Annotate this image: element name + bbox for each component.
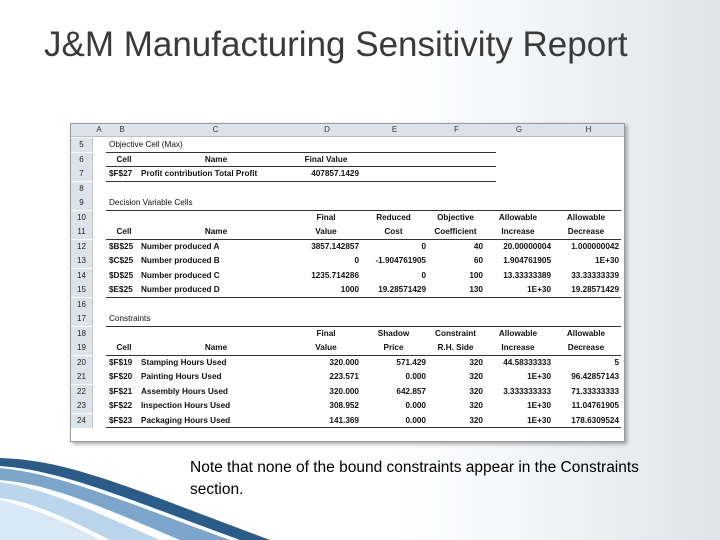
row-header[interactable]: 6 (71, 153, 93, 167)
constraint-row-cell[interactable]: 178.6309524 (571, 415, 619, 425)
row-header[interactable]: 20 (71, 356, 93, 370)
constraint-row-cell[interactable]: 1E+30 (527, 415, 551, 425)
constraint-row-cell[interactable]: 44.58333333 (503, 357, 551, 367)
column-header-bar (71, 124, 624, 137)
constraint-row-cell[interactable]: Painting Hours Used (141, 372, 222, 381)
constraint-row-cell[interactable]: 223.571 (329, 372, 359, 381)
constraint-row-cell[interactable]: 642.857 (396, 386, 426, 396)
row-header[interactable]: 10 (71, 211, 93, 225)
variables-header-bottom[interactable]: Cell (116, 227, 132, 236)
row-header[interactable]: 22 (71, 385, 93, 399)
column-header-h[interactable]: H (585, 125, 592, 134)
table-border-line (106, 297, 621, 298)
constraints-header-top[interactable]: Allowable (566, 328, 606, 338)
row-header[interactable]: 5 (71, 138, 93, 152)
row-header[interactable]: 18 (71, 327, 93, 341)
constraint-row-cell[interactable]: 11.04761905 (571, 401, 619, 410)
constraint-row-cell[interactable]: Inspection Hours Used (141, 401, 231, 410)
variable-row-cell[interactable]: Number produced D (141, 285, 220, 294)
constraint-row-cell[interactable]: 320.000 (329, 357, 359, 367)
constraints-section-label[interactable]: Constraints (109, 314, 151, 323)
constraints-header-bottom[interactable]: Increase (501, 343, 535, 352)
constraints-header-top[interactable]: Shadow (377, 328, 410, 338)
table-border-line (106, 210, 621, 211)
constraints-header-top[interactable]: Allowable (498, 328, 538, 338)
column-header-f[interactable]: F (454, 125, 459, 134)
row-header[interactable]: 14 (71, 269, 93, 283)
variable-row-cell[interactable]: 100 (469, 270, 483, 280)
variable-row-cell[interactable]: 19.28571429 (571, 285, 619, 294)
variables-header-bottom[interactable]: Decrease (567, 227, 605, 236)
row-header[interactable]: 12 (71, 240, 93, 254)
constraint-row-cell[interactable]: Stamping Hours Used (141, 357, 227, 367)
row-header[interactable]: 17 (71, 312, 93, 326)
variable-row-cell[interactable]: 1235.714286 (311, 270, 359, 280)
row-header[interactable]: 8 (71, 182, 93, 196)
constraint-row-cell[interactable]: 320 (469, 415, 483, 425)
variable-row-cell[interactable]: 3857.142857 (311, 241, 359, 251)
table-border-line (106, 166, 496, 167)
row-header[interactable]: 11 (71, 225, 93, 239)
header-final-value[interactable]: Final Value (304, 154, 348, 164)
constraint-row-cell[interactable]: $F$19 (109, 357, 133, 367)
constraints-header-bottom[interactable]: Name (204, 343, 228, 352)
constraint-row-cell[interactable]: $F$21 (109, 386, 133, 396)
constraint-row-cell[interactable]: 0.000 (405, 415, 426, 425)
objective-name[interactable]: Profit contribution Total Profit (141, 169, 258, 178)
objective-section-label[interactable]: Objective Cell (Max) (109, 140, 183, 149)
constraints-header-bottom[interactable]: Cell (116, 343, 132, 352)
constraint-row-cell[interactable]: 571.429 (396, 357, 426, 367)
column-header-g[interactable]: G (515, 125, 523, 134)
column-header-d[interactable]: D (324, 125, 330, 134)
constraint-row-cell[interactable]: 1E+30 (527, 401, 551, 410)
variable-row-cell[interactable]: 1.904761905 (503, 256, 551, 265)
variable-row-cell[interactable]: Number produced B (141, 256, 220, 265)
variable-row-cell[interactable]: $E$25 (109, 285, 133, 294)
constraint-row-cell[interactable]: 3.333333333 (503, 386, 551, 396)
variables-header-bottom[interactable]: Coefficient (434, 227, 477, 236)
variables-header-bottom[interactable]: Increase (501, 227, 535, 236)
constraints-header-bottom[interactable]: Value (315, 343, 337, 352)
constraint-row-cell[interactable]: $F$23 (109, 415, 133, 425)
table-border-line (106, 427, 621, 428)
variable-row-cell[interactable]: 1E+30 (527, 285, 551, 294)
variables-header-top[interactable]: Objective (437, 212, 474, 222)
variable-row-cell[interactable]: 1E+30 (595, 256, 619, 265)
variable-row-cell[interactable]: 1.000000042 (571, 241, 619, 251)
constraints-header-bottom[interactable]: Decrease (567, 343, 605, 352)
constraint-row-cell[interactable]: 320.000 (329, 386, 359, 396)
objective-cell-ref[interactable]: $F$27 (109, 169, 133, 178)
variables-header-top[interactable]: Allowable (566, 212, 606, 222)
constraint-row-cell[interactable]: Packaging Hours Used (141, 415, 231, 425)
row-header[interactable]: 24 (71, 414, 93, 428)
objective-final-value[interactable]: 407857.1429 (311, 169, 359, 178)
variables-header-top[interactable]: Allowable (498, 212, 538, 222)
row-header[interactable]: 15 (71, 283, 93, 297)
header-name[interactable]: Name (204, 154, 228, 164)
constraints-header-bottom[interactable]: R.H. Side (437, 343, 474, 352)
constraint-row-cell[interactable]: 320 (469, 386, 483, 396)
column-header-b[interactable]: B (119, 125, 125, 134)
row-header[interactable]: 19 (71, 341, 93, 355)
variable-row-cell[interactable]: 40 (473, 241, 483, 251)
constraint-row-cell[interactable]: 320 (469, 401, 483, 410)
variable-row-cell[interactable]: 130 (469, 285, 483, 294)
variables-header-bottom[interactable]: Name (204, 227, 228, 236)
column-header-a[interactable]: A (96, 125, 102, 134)
variable-row-cell[interactable]: 13.33333389 (503, 270, 551, 280)
constraint-row-cell[interactable]: 320 (469, 357, 483, 367)
variable-row-cell[interactable]: 0 (354, 256, 359, 265)
variable-row-cell[interactable]: 20.00000004 (503, 241, 551, 251)
constraints-header-bottom[interactable]: Price (383, 343, 404, 352)
slide-note: Note that none of the bound constraints appear in the Constraints section. (190, 459, 639, 498)
variable-row-cell[interactable]: Number produced A (141, 241, 220, 251)
variable-row-cell[interactable]: 33.33333339 (571, 270, 619, 280)
constraints-header-top[interactable]: Constraint (435, 328, 476, 338)
table-border-line (106, 152, 496, 153)
constraint-row-cell[interactable]: 0.000 (405, 372, 426, 381)
variables-header-top[interactable]: Final (316, 212, 336, 222)
row-header[interactable]: 9 (71, 196, 93, 210)
slide-title: J&M Manufacturing Sensitivity Report (44, 25, 628, 64)
constraint-row-cell[interactable]: $F$22 (109, 401, 133, 410)
constraint-row-cell[interactable]: 320 (469, 372, 483, 381)
variable-row-cell[interactable]: $C$25 (109, 256, 134, 265)
variable-row-cell[interactable]: 0 (421, 241, 426, 251)
constraint-row-cell[interactable]: 308.952 (329, 401, 359, 410)
column-header-e[interactable]: E (391, 125, 398, 134)
constraint-row-cell[interactable]: 5 (614, 357, 619, 367)
spreadsheet-screenshot (70, 123, 625, 442)
column-header-c[interactable]: C (212, 125, 219, 134)
select-all-corner[interactable] (71, 124, 92, 136)
variable-row-cell[interactable]: 1000 (340, 285, 359, 294)
variables-header-top[interactable]: Reduced (376, 212, 411, 222)
variable-row-cell[interactable]: 19.28571429 (378, 285, 426, 294)
row-header[interactable]: 21 (71, 370, 93, 384)
constraint-row-cell[interactable]: Assembly Hours Used (141, 386, 228, 396)
constraint-row-cell[interactable]: 71.33333333 (571, 386, 619, 396)
constraint-row-cell[interactable]: $F$20 (109, 372, 133, 381)
constraint-row-cell[interactable]: 1E+30 (527, 372, 551, 381)
variable-row-cell[interactable]: 60 (473, 256, 483, 265)
constraints-header-top[interactable]: Final (316, 328, 336, 338)
variable-row-cell[interactable]: -1.904761905 (375, 256, 426, 265)
variable-row-cell[interactable]: $D$25 (109, 270, 134, 280)
variables-header-bottom[interactable]: Value (315, 227, 337, 236)
variable-row-cell[interactable]: 0 (421, 270, 426, 280)
header-cell[interactable]: Cell (116, 154, 132, 164)
constraint-row-cell[interactable]: 96.42857143 (571, 372, 619, 381)
variable-row-cell[interactable]: Number produced C (141, 270, 220, 280)
row-header[interactable]: 7 (71, 167, 93, 181)
row-header[interactable]: 13 (71, 254, 93, 268)
constraint-row-cell[interactable]: 141.369 (329, 415, 359, 425)
variables-section-label[interactable]: Decision Variable Cells (109, 198, 193, 207)
table-border-line (106, 181, 496, 182)
constraint-row-cell[interactable]: 0.000 (405, 401, 426, 410)
variable-row-cell[interactable]: $B$25 (109, 241, 134, 251)
variables-header-bottom[interactable]: Cost (384, 227, 403, 236)
row-header[interactable]: 16 (71, 298, 93, 312)
row-header[interactable]: 23 (71, 399, 93, 413)
table-border-line (106, 326, 621, 327)
